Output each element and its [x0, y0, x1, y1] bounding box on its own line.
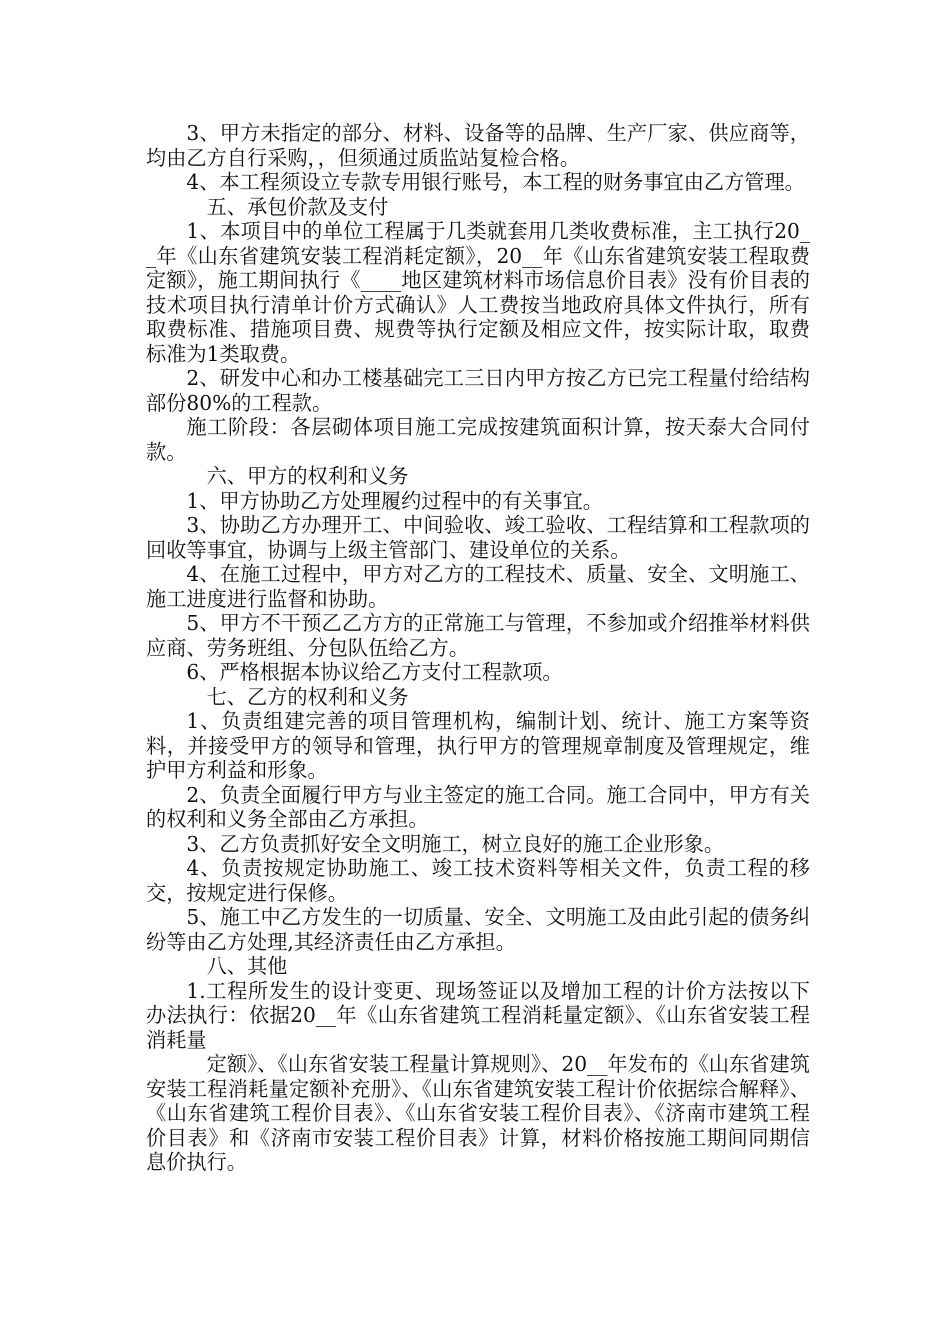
paragraph-5-2: 2、研发中心和办工楼基础完工三日内甲方按乙方已完工程量付给结构部份80%的工程款。: [146, 366, 810, 415]
paragraph-7-5: 5、施工中乙方发生的一切质量、安全、文明施工及由此引起的债务纠纷等由乙方处理,其经济责任由乙方承担。: [146, 905, 810, 954]
paragraph-7-4: 4、负责按规定协助施工、竣工技术资料等相关文件，负责工程的移交，按规定进行保修。: [146, 856, 810, 905]
paragraph-6-3: 3、协助乙方办理开工、中间验收、竣工验收、工程结算和工程款项的回收等事宜，协调与上级主管部门、建设单位的关系。: [146, 513, 810, 562]
paragraph-5-1: 1、本项目中的单位工程属于几类就套用几类收费标准，主工执行20__年《山东省建筑安装工程消耗定额》，20__年《山东省建筑安装工程取费定额》，施工期间执行《____地区建筑材料市场信息价目表》没有价目表的技术项目执行清单计价方式确认》人工费按当地政府具体文件执行，所有取费标准、措施项目费、规费等执行定额及相应文件，按实际计取，取费标准为1类取费。: [146, 219, 810, 366]
paragraph-4-3: 3、甲方未指定的部分、材料、设备等的品牌、生产厂家、供应商等，均由乙方自行采购，，但须通过质监站复检合格。: [146, 121, 810, 170]
paragraph-6-5: 5、甲方不干预乙乙方方的正常施工与管理，不参加或介绍推举材料供应商、劳务班组、分包队伍给乙方。: [146, 611, 810, 660]
paragraph-5-construction-stage: 施工阶段：各层砌体项目施工完成按建筑面积计算，按天泰大合同付款。: [146, 415, 810, 464]
paragraph-6-4: 4、在施工过程中，甲方对乙方的工程技术、质量、安全、文明施工、施工进度进行监督和协助。: [146, 562, 810, 611]
paragraph-4-4: 4、本工程须设立专款专用银行账号，本工程的财务事宜由乙方管理。: [186, 170, 805, 194]
section-heading-8: 八、其他: [206, 954, 288, 978]
paragraph-7-3: 3、乙方负责抓好安全文明施工，树立良好的施工企业形象。: [186, 831, 725, 856]
document-body: [146, 121, 810, 1175]
paragraph-8-1: 1.工程所发生的设计变更、现场签证以及增加工程的计价方法按以下办法执行：依据20__年《山东省建筑工程消耗量定额》、《山东省安装工程消耗量: [146, 978, 810, 1052]
paragraph-7-1: 1、负责组建完善的项目管理机构，编制计划、统计、施工方案等资料，并接受甲方的领导和管理，执行甲方的管理规章制度及管理规定，维护甲方利益和形象。: [146, 709, 810, 782]
paragraph-6-6: 6、严格根据本协议给乙方支付工程款项。: [186, 660, 563, 684]
paragraph-7-2: 2、负责全面履行甲方与业主签定的施工合同。施工合同中，甲方有关的权利和义务全部由乙方承担。: [146, 782, 810, 831]
section-heading-7: 七、乙方的权利和义务: [206, 684, 409, 709]
section-heading-6: 六、甲方的权利和义务: [206, 464, 409, 488]
section-heading-5: 五、承包价款及支付: [206, 194, 389, 219]
paragraph-6-1: 1、甲方协助乙方处理履约过程中的有关事宜。: [186, 488, 603, 513]
paragraph-8-1-continued: 定额》、《山东省安装工程量计算规则》、20__年发布的《山东省建筑安装工程消耗量定额补充册》、《山东省建筑安装工程计价依据综合解释》、《山东省建筑工程价目表》、《山东省安装工程价目表》、《济南市建筑工程价目表》和《济南市安装工程价目表》计算，材料价格按施工期间同期信息价执行。: [146, 1052, 810, 1174]
